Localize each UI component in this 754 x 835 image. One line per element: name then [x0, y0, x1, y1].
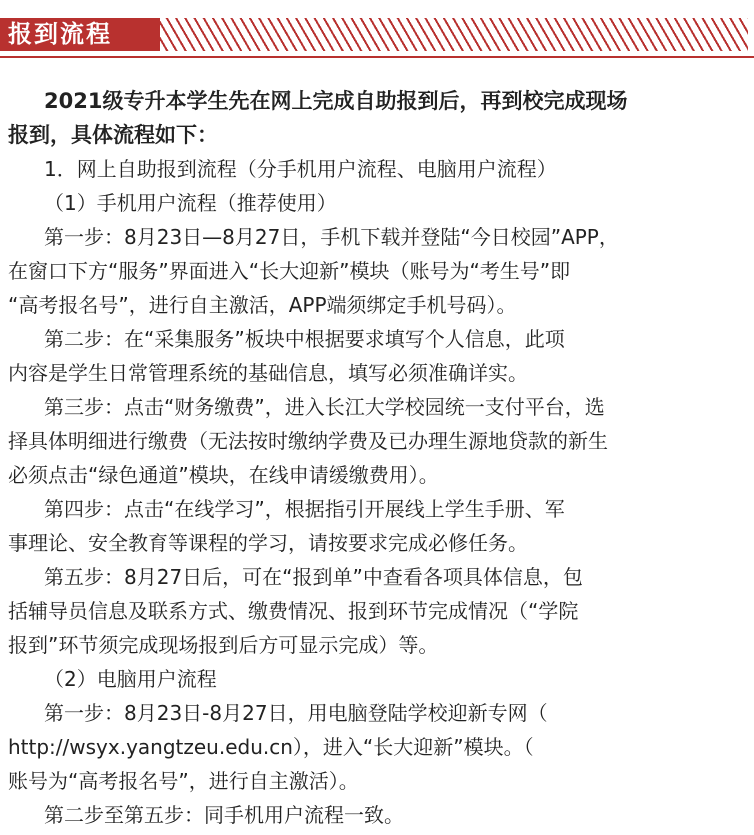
paragraph-line: 账号为“高考报名号”，进行自主激活）。: [8, 769, 359, 793]
paragraph-line: 择具体明细进行缴费（无法按时缴纳学费及已办理生源地贷款的新生: [8, 429, 608, 453]
paragraph-line: 事理论、安全教育等课程的学习，请按要求完成必修任务。: [8, 531, 528, 555]
paragraph-line: 2021级专升本学生先在网上完成自助报到后，再到校完成现场: [44, 89, 628, 113]
paragraph-line: 报到，具体流程如下：: [8, 123, 218, 147]
paragraph-line: 第二步：在“采集服务”板块中根据要求填写个人信息，此项: [44, 327, 565, 351]
header-divider: [0, 56, 754, 58]
section-header: [0, 0, 754, 62]
section-title: 报到流程: [8, 20, 112, 48]
paragraph-line: 内容是学生日常管理系统的基础信息，填写必须准确详实。: [8, 361, 528, 385]
procedure-text: [8, 84, 748, 832]
paragraph-line: 第四步：点击“在线学习”，根据指引开展线上学生手册、军: [44, 497, 565, 521]
url-line: http://wsyx.yangtzeu.edu.cn），进入“长大迎新”模块。（: [8, 735, 534, 759]
paragraph-line: “高考报名号”，进行自主激活，APP端须绑定手机号码）。: [8, 293, 517, 317]
paragraph-line: （2）电脑用户流程: [44, 667, 217, 691]
paragraph-line: 括辅导员信息及联系方式、缴费情况、报到环节完成情况（“学院: [8, 599, 579, 623]
paragraph-line: 第二步至第五步：同手机用户流程一致。: [44, 803, 404, 827]
paragraph-line: （1）手机用户流程（推荐使用）: [44, 191, 337, 215]
paragraph-line: 第一步：8月23日—8月27日，手机下载并登陆“今日校园”APP，: [44, 225, 619, 249]
paragraph-line: 报到”环节须完成现场报到后方可显示完成）等。: [8, 633, 439, 657]
paragraph-line: 必须点击“绿色通道”模块，在线申请缓缴费用）。: [8, 463, 439, 487]
paragraph-line: 在窗口下方“服务”界面进入“长大迎新”模块（账号为“考生号”即: [8, 259, 571, 283]
paragraph-line: 第三步：点击“财务缴费”，进入长江大学校园统一支付平台，选: [44, 395, 605, 419]
paragraph-line: 第一步：8月23日-8月27日，用电脑登陆学校迎新专网（: [44, 701, 548, 725]
paragraph-line: 1．网上自助报到流程（分手机用户流程、电脑用户流程）: [44, 157, 557, 181]
decorative-stripes: [150, 18, 748, 51]
paragraph-line: 第五步：8月27日后，可在“报到单”中查看各项具体信息，包: [44, 565, 583, 589]
